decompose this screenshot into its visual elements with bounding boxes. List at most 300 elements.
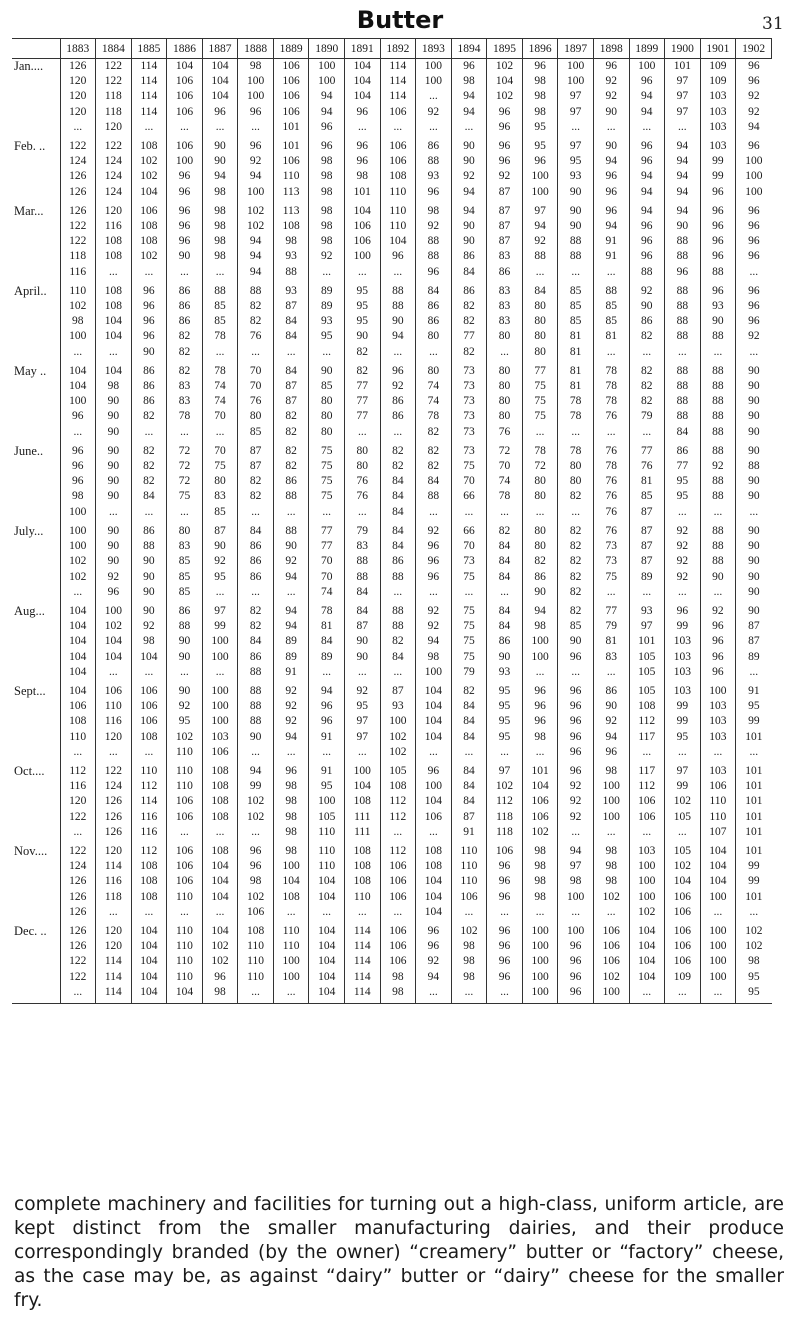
price-cell: 88: [416, 234, 452, 249]
price-cell: 100: [96, 600, 132, 619]
price-cell: 86: [273, 474, 309, 489]
price-cell: 81: [558, 345, 594, 360]
price-cell: 88: [380, 619, 416, 634]
price-cell: 101: [736, 810, 772, 825]
price-cell: 73: [451, 425, 487, 440]
month-label: [12, 425, 60, 440]
price-cell: 78: [558, 440, 594, 459]
price-cell: 100: [60, 329, 96, 344]
price-cell: 96: [629, 154, 665, 169]
price-cell: 96: [60, 409, 96, 424]
price-cell: 90: [238, 730, 274, 745]
price-cell: 88: [665, 394, 701, 409]
table-row: [12, 859, 772, 874]
price-cell: 104: [345, 779, 381, 794]
price-cell: 94: [238, 265, 274, 280]
price-cell: 90: [96, 394, 132, 409]
price-cell: 106: [167, 810, 203, 825]
price-cell: ...: [629, 585, 665, 600]
price-cell: 100: [522, 954, 558, 969]
price-cell: 122: [96, 74, 132, 89]
year-header: 1890: [309, 39, 345, 59]
price-cell: 96: [522, 714, 558, 729]
price-cell: 92: [167, 699, 203, 714]
price-cell: 91: [273, 665, 309, 680]
month-label: Aug...: [14, 603, 45, 618]
price-cell: 118: [96, 89, 132, 104]
price-cell: 90: [593, 105, 629, 120]
price-cell: 76: [345, 474, 381, 489]
price-cell: 110: [167, 970, 203, 985]
price-cell: 89: [273, 634, 309, 649]
price-cell: 102: [665, 794, 701, 809]
price-cell: 90: [167, 680, 203, 699]
price-cell: 75: [522, 379, 558, 394]
price-cell: 90: [96, 520, 132, 539]
price-cell: 85: [238, 425, 274, 440]
price-cell: 82: [629, 379, 665, 394]
price-cell: 72: [167, 474, 203, 489]
price-cell: 75: [593, 570, 629, 585]
year-header: 1887: [202, 39, 238, 59]
price-cell: 87: [629, 554, 665, 569]
price-cell: ...: [131, 905, 167, 920]
price-cell: 100: [629, 859, 665, 874]
price-cell: 90: [345, 650, 381, 665]
price-cell: 80: [345, 459, 381, 474]
price-cell: 96: [558, 730, 594, 745]
price-cell: 103: [700, 120, 736, 135]
price-cell: ...: [451, 505, 487, 520]
price-cell: 106: [380, 920, 416, 939]
price-cell: 92: [273, 699, 309, 714]
price-cell: 74: [202, 394, 238, 409]
price-cell: 66: [451, 489, 487, 504]
price-cell: 87: [487, 234, 523, 249]
price-cell: 95: [665, 730, 701, 745]
price-cell: 110: [380, 185, 416, 200]
price-cell: 82: [273, 459, 309, 474]
price-cell: 102: [167, 730, 203, 745]
price-cell: 104: [700, 859, 736, 874]
price-cell: 81: [558, 329, 594, 344]
price-cell: 106: [522, 810, 558, 825]
price-cell: 88: [700, 379, 736, 394]
price-cell: ...: [96, 665, 132, 680]
price-cell: ...: [665, 745, 701, 760]
price-cell: 72: [167, 440, 203, 459]
price-cell: 106: [131, 680, 167, 699]
price-cell: 82: [273, 425, 309, 440]
price-cell: 96: [736, 280, 772, 299]
price-cell: 110: [238, 939, 274, 954]
price-cell: ...: [202, 825, 238, 840]
price-cell: 88: [238, 699, 274, 714]
price-cell: 91: [451, 825, 487, 840]
price-cell: ...: [593, 120, 629, 135]
price-cell: 108: [345, 859, 381, 874]
price-cell: 106: [593, 954, 629, 969]
price-cell: 88: [380, 570, 416, 585]
price-cell: 92: [593, 714, 629, 729]
price-cell: ...: [487, 345, 523, 360]
price-cell: 96: [96, 585, 132, 600]
price-cell: ...: [345, 665, 381, 680]
price-cell: 93: [309, 314, 345, 329]
price-cell: 88: [700, 440, 736, 459]
price-cell: 104: [60, 665, 96, 680]
price-cell: 90: [558, 200, 594, 219]
price-cell: 102: [238, 810, 274, 825]
price-cell: 103: [202, 730, 238, 745]
price-cell: 70: [309, 570, 345, 585]
price-cell: 106: [131, 699, 167, 714]
price-cell: 88: [202, 280, 238, 299]
price-cell: 98: [273, 825, 309, 840]
price-cell: 86: [416, 314, 452, 329]
price-cell: 106: [167, 135, 203, 154]
price-cell: 82: [167, 345, 203, 360]
price-cell: 90: [451, 234, 487, 249]
price-cell: 88: [416, 489, 452, 504]
price-cell: ...: [558, 505, 594, 520]
month-label: June..: [14, 443, 44, 458]
price-cell: 84: [416, 474, 452, 489]
price-cell: 96: [131, 329, 167, 344]
price-cell: 80: [558, 459, 594, 474]
price-cell: 98: [522, 89, 558, 104]
price-cell: 83: [593, 650, 629, 665]
year-header-row: [12, 39, 772, 59]
price-cell: 96: [167, 234, 203, 249]
table-row: [12, 440, 772, 459]
price-cell: 75: [309, 489, 345, 504]
price-cell: 94: [238, 249, 274, 264]
price-cell: 106: [380, 874, 416, 889]
price-cell: 114: [380, 89, 416, 104]
price-cell: ...: [416, 89, 452, 104]
price-cell: 82: [558, 520, 594, 539]
price-cell: 88: [167, 619, 203, 634]
price-cell: 88: [700, 265, 736, 280]
price-cell: 102: [522, 825, 558, 840]
price-cell: 90: [380, 314, 416, 329]
price-cell: ...: [416, 745, 452, 760]
price-cell: 96: [700, 219, 736, 234]
price-cell: 88: [665, 409, 701, 424]
price-cell: 103: [700, 135, 736, 154]
price-cell: 88: [345, 570, 381, 585]
price-cell: 96: [416, 760, 452, 779]
price-cell: 84: [238, 634, 274, 649]
price-cell: 104: [629, 939, 665, 954]
price-cell: 73: [451, 554, 487, 569]
price-cell: 92: [558, 779, 594, 794]
price-cell: 104: [131, 970, 167, 985]
price-cell: 85: [202, 505, 238, 520]
price-cell: 116: [96, 874, 132, 889]
price-cell: 90: [736, 585, 772, 600]
price-cell: 96: [558, 745, 594, 760]
table-row: [12, 634, 772, 649]
price-cell: 112: [629, 779, 665, 794]
price-cell: 104: [60, 650, 96, 665]
month-label: [12, 234, 60, 249]
price-cell: 108: [131, 219, 167, 234]
price-cell: 76: [593, 505, 629, 520]
price-cell: 79: [629, 409, 665, 424]
price-cell: 104: [416, 905, 452, 920]
table-row: [12, 554, 772, 569]
price-cell: ...: [167, 665, 203, 680]
table-row: [12, 840, 772, 859]
price-cell: 86: [451, 249, 487, 264]
price-cell: ...: [273, 345, 309, 360]
price-cell: 90: [487, 650, 523, 665]
price-cell: 110: [451, 859, 487, 874]
price-cell: 94: [665, 200, 701, 219]
price-cell: 84: [380, 505, 416, 520]
price-cell: 96: [558, 985, 594, 1004]
price-cell: 98: [522, 74, 558, 89]
price-cell: ...: [60, 120, 96, 135]
price-cell: 88: [380, 299, 416, 314]
price-cell: ...: [522, 905, 558, 920]
price-cell: ...: [131, 505, 167, 520]
price-cell: 112: [60, 760, 96, 779]
price-cell: 86: [629, 314, 665, 329]
price-cell: 108: [202, 794, 238, 809]
table-row: [12, 345, 772, 360]
price-cell: 118: [96, 890, 132, 905]
price-cell: 87: [345, 619, 381, 634]
month-label: [12, 905, 60, 920]
price-cell: 100: [345, 760, 381, 779]
price-cell: 98: [451, 939, 487, 954]
price-cell: 88: [558, 249, 594, 264]
price-cell: 73: [451, 360, 487, 379]
price-cell: 95: [665, 489, 701, 504]
price-cell: ...: [238, 985, 274, 1004]
price-cell: 84: [131, 489, 167, 504]
price-cell: 102: [131, 249, 167, 264]
price-cell: 75: [522, 394, 558, 409]
price-cell: 96: [273, 760, 309, 779]
table-row: [12, 920, 772, 939]
price-cell: 114: [96, 859, 132, 874]
price-cell: 124: [96, 185, 132, 200]
price-cell: ...: [202, 345, 238, 360]
price-cell: ...: [380, 665, 416, 680]
price-cell: ...: [700, 905, 736, 920]
price-cell: 99: [665, 779, 701, 794]
price-cell: 98: [380, 970, 416, 985]
price-cell: 106: [416, 810, 452, 825]
price-cell: 94: [522, 600, 558, 619]
price-cell: ...: [380, 425, 416, 440]
price-cell: 84: [345, 600, 381, 619]
price-cell: 90: [736, 379, 772, 394]
table-row: [12, 154, 772, 169]
price-cell: 104: [416, 874, 452, 889]
price-cell: 98: [593, 874, 629, 889]
price-cell: 92: [96, 570, 132, 585]
price-cell: ...: [700, 585, 736, 600]
price-cell: 96: [238, 840, 274, 859]
price-cell: 122: [96, 59, 132, 75]
price-cell: 89: [736, 650, 772, 665]
price-cell: 90: [665, 219, 701, 234]
price-cell: 103: [700, 730, 736, 745]
price-cell: 78: [416, 409, 452, 424]
price-cell: 122: [60, 234, 96, 249]
price-cell: 96: [416, 920, 452, 939]
price-cell: 82: [558, 570, 594, 585]
month-label: [12, 970, 60, 985]
price-cell: 80: [487, 394, 523, 409]
price-cell: 92: [736, 89, 772, 104]
price-cell: 96: [522, 680, 558, 699]
price-cell: 98: [202, 234, 238, 249]
price-cell: 72: [167, 459, 203, 474]
price-cell: 98: [273, 779, 309, 794]
price-cell: 104: [60, 379, 96, 394]
price-cell: 102: [60, 554, 96, 569]
price-cell: 82: [380, 459, 416, 474]
price-cell: ...: [273, 745, 309, 760]
price-cell: 117: [629, 760, 665, 779]
price-cell: ...: [96, 345, 132, 360]
price-cell: 104: [96, 314, 132, 329]
price-cell: ...: [380, 345, 416, 360]
price-cell: 83: [487, 299, 523, 314]
price-cell: 96: [487, 874, 523, 889]
price-cell: 95: [487, 680, 523, 699]
price-cell: 85: [558, 299, 594, 314]
year-header: 1886: [167, 39, 203, 59]
price-cell: 80: [487, 360, 523, 379]
price-cell: 98: [416, 200, 452, 219]
year-header: 1899: [629, 39, 665, 59]
price-cell: 106: [665, 939, 701, 954]
price-cell: 100: [522, 939, 558, 954]
month-label: [12, 665, 60, 680]
price-cell: 90: [736, 489, 772, 504]
price-cell: 86: [131, 379, 167, 394]
month-label: [12, 890, 60, 905]
price-cell: 82: [558, 585, 594, 600]
price-cell: 82: [629, 329, 665, 344]
price-cell: 100: [558, 890, 594, 905]
price-cell: 96: [416, 539, 452, 554]
price-cell: 90: [167, 249, 203, 264]
price-cell: 96: [593, 185, 629, 200]
price-cell: 96: [345, 135, 381, 154]
price-cell: 100: [558, 74, 594, 89]
price-cell: 100: [700, 970, 736, 985]
month-label: [12, 120, 60, 135]
price-cell: 80: [522, 314, 558, 329]
price-cell: 72: [487, 440, 523, 459]
price-cell: 99: [665, 714, 701, 729]
price-cell: 90: [593, 135, 629, 154]
price-cell: 110: [238, 970, 274, 985]
price-cell: 94: [629, 185, 665, 200]
price-cell: 122: [60, 219, 96, 234]
price-cell: 100: [60, 539, 96, 554]
price-cell: 95: [345, 299, 381, 314]
price-cell: 96: [736, 299, 772, 314]
price-cell: 100: [60, 394, 96, 409]
price-cell: 94: [736, 120, 772, 135]
price-cell: 106: [345, 219, 381, 234]
table-row: [12, 489, 772, 504]
price-cell: 114: [131, 794, 167, 809]
month-label: [12, 169, 60, 184]
price-cell: 78: [593, 360, 629, 379]
table-row: [12, 249, 772, 264]
price-cell: 77: [345, 409, 381, 424]
price-cell: 75: [522, 409, 558, 424]
price-cell: 96: [202, 970, 238, 985]
price-cell: 94: [238, 760, 274, 779]
table-row: [12, 954, 772, 969]
price-cell: 90: [736, 539, 772, 554]
price-cell: 96: [593, 169, 629, 184]
price-cell: 97: [665, 760, 701, 779]
price-cell: 124: [96, 169, 132, 184]
table-row: [12, 314, 772, 329]
price-cell: 94: [451, 105, 487, 120]
price-cell: 82: [416, 425, 452, 440]
price-cell: 95: [309, 779, 345, 794]
price-cell: 100: [309, 59, 345, 75]
price-cell: 104: [309, 954, 345, 969]
price-cell: 82: [238, 474, 274, 489]
price-cell: ...: [593, 585, 629, 600]
price-cell: ...: [202, 120, 238, 135]
price-cell: 103: [665, 650, 701, 665]
table-row: [12, 680, 772, 699]
price-cell: 122: [60, 810, 96, 825]
price-cell: 73: [451, 379, 487, 394]
price-cell: 103: [700, 714, 736, 729]
price-cell: 90: [593, 699, 629, 714]
price-cell: 76: [345, 489, 381, 504]
price-cell: 86: [522, 570, 558, 585]
price-cell: 98: [522, 619, 558, 634]
price-cell: 122: [60, 954, 96, 969]
price-cell: 73: [451, 394, 487, 409]
price-cell: 98: [309, 185, 345, 200]
price-cell: 96: [629, 135, 665, 154]
price-cell: 102: [238, 890, 274, 905]
price-cell: 73: [451, 409, 487, 424]
month-label: Mar...: [14, 203, 44, 218]
price-cell: 96: [202, 105, 238, 120]
price-cell: 90: [700, 570, 736, 585]
table-row: [12, 234, 772, 249]
table-row: [12, 730, 772, 745]
price-cell: 76: [238, 329, 274, 344]
price-cell: 102: [629, 905, 665, 920]
price-cell: 106: [167, 105, 203, 120]
price-cell: 108: [96, 280, 132, 299]
price-cell: 88: [665, 360, 701, 379]
price-cell: 90: [736, 440, 772, 459]
price-cell: 94: [593, 219, 629, 234]
price-cell: 97: [202, 600, 238, 619]
